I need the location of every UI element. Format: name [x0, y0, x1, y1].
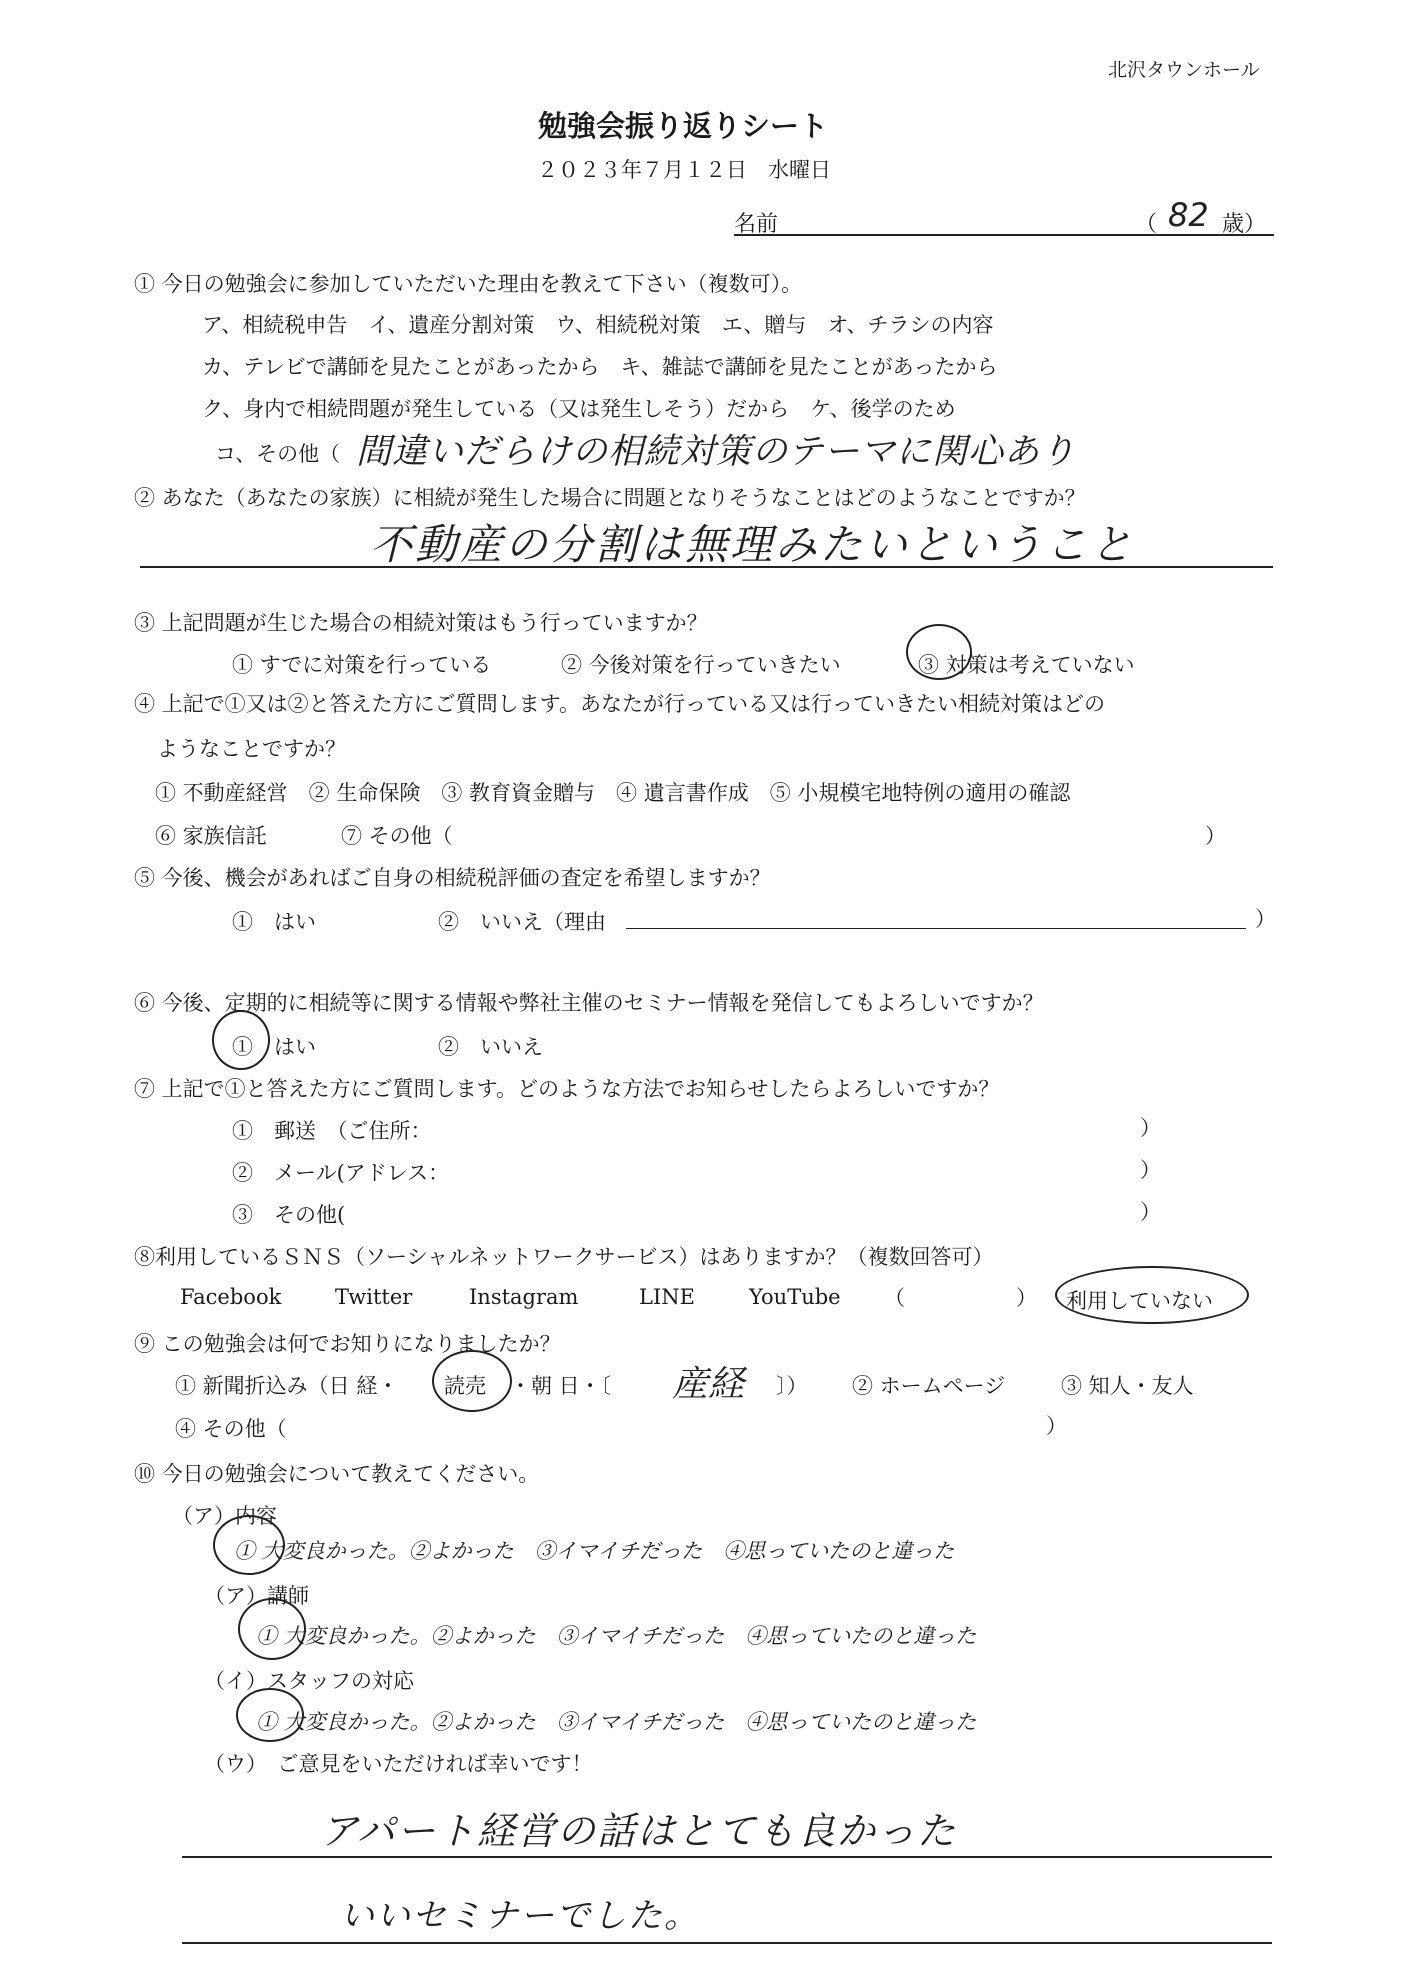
q4-row2-family-trust: ⑥ 家族信託 — [155, 824, 267, 848]
q1-row2: カ、テレビで講師を見たことがあったから キ、雑誌で講師を見たことがあったから — [202, 355, 998, 379]
q9-opt1-b: ・朝 日・〔 — [510, 1374, 612, 1398]
q8-text: ⑧利用しているＳＮＳ（ソーシャルネットワークサービス）はありますか？（複数回答可） — [134, 1245, 994, 1269]
q6-no: ② いいえ — [438, 1035, 543, 1059]
q3-selected-mark — [906, 624, 972, 680]
q10-b-label: （ア）講師 — [204, 1584, 309, 1608]
q5-no: ② いいえ（理由 — [438, 910, 606, 934]
q5-close: ） — [1255, 907, 1276, 931]
q10-c-selected-mark — [236, 1688, 304, 1742]
q9-opt1-a: ① 新聞折込み（日 経・ — [175, 1374, 399, 1398]
q7-opt2-close: ） — [1140, 1158, 1161, 1182]
q7-opt2: ② メール(アドレス： — [232, 1161, 450, 1185]
name-underline — [734, 234, 1274, 236]
q1-row1: ア、相続税申告 イ、遺産分割対策 ウ、相続税対策 エ、贈与 オ、チラシの内容 — [202, 313, 994, 337]
q4-row1: ① 不動産経営 ② 生命保険 ③ 教育資金贈与 ④ 遺言書作成 ⑤ 小規模宅地特例の適用の確認 — [155, 781, 1071, 805]
q1-other-label: コ、その他（ — [215, 442, 341, 466]
q4-text: ④ 上記で①又は②と答えた方にご質問します。あなたが行っている又は行っていきたい相続対策はどの — [134, 692, 1105, 716]
q4-row2-close: ） — [1205, 824, 1226, 848]
q6-text: ⑥ 今後、定期的に相続等に関する情報や弊社主催のセミナー情報を発信してもよろしいですか？ — [134, 991, 1044, 1015]
q9-opt4: ④ その他（ — [175, 1417, 287, 1441]
age-open: （ — [1135, 212, 1158, 237]
q10-a-selected-mark — [213, 1515, 285, 1575]
venue-name: 北沢タウンホール — [1108, 59, 1260, 81]
q9-yomiuri-mark — [432, 1350, 512, 1412]
age-value: 82 — [1168, 196, 1209, 234]
q3-text: ③ 上記問題が生じた場合の相続対策はもう行っていますか？ — [134, 611, 708, 635]
q8-paren-close: ） — [1016, 1286, 1037, 1310]
q1-row3: ク、身内で相続問題が発生している（又は発生しそう）だから ケ、後学のため — [202, 397, 956, 421]
q10-c-scale: ① 大変良かった。②よかった ③イマイチだった ④思っていたのと違った — [256, 1710, 977, 1734]
q6-selected-mark — [212, 1010, 270, 1070]
q10-c-label: （イ）スタッフの対応 — [204, 1669, 414, 1693]
q9-text: ⑨ この勉強会は何でお知りになりましたか？ — [134, 1332, 561, 1356]
q7-opt1: ① 郵送 （ご住所： — [232, 1119, 432, 1143]
q10-comment-line2 — [182, 1942, 1272, 1944]
q9-opt1-answer: 産経 — [672, 1364, 745, 1405]
q9-opt4-close: ） — [1046, 1414, 1067, 1438]
q10-d-label: （ウ） ご意見をいただければ幸いです！ — [204, 1752, 593, 1776]
q7-opt3-close: ） — [1140, 1200, 1161, 1224]
q1-text: ① 今日の勉強会に参加していただいた理由を教えて下さい（複数可）。 — [134, 272, 803, 296]
q10-comment-line1 — [182, 1856, 1272, 1858]
page-title: 勉強会振り返りシート — [538, 109, 829, 143]
q9-opt3: ③ 知人・友人 — [1061, 1374, 1194, 1398]
q10-b-scale: ① 大変良かった。②よかった ③イマイチだった ④思っていたのと違った — [256, 1624, 977, 1648]
q2-text: ② あなた（あなたの家族）に相続が発生した場合に問題となりそうなことはどのようなことですか？ — [134, 486, 1086, 510]
q8-none: 利用していない — [1066, 1289, 1213, 1313]
q9-opt1-close: 〕） — [776, 1374, 808, 1398]
q10-a-scale: ① 大変良かった。②よかった ③イマイチだった ④思っていたのと違った — [234, 1539, 955, 1563]
q6-yes: ① はい — [232, 1035, 316, 1059]
q1-other-answer: 間違いだらけの相続対策のテーマに関心あり — [356, 432, 1077, 472]
q9-opt1-yomiuri: 読売 — [444, 1374, 486, 1398]
q4-text2: ようなことですか？ — [157, 737, 346, 761]
q9-opt2: ② ホームページ — [852, 1374, 1006, 1398]
q10-comment1: アパート経営の話はとても良かった — [320, 1809, 957, 1853]
q10-a-label: （ア）内容 — [172, 1504, 277, 1528]
q8-facebook: Facebook — [180, 1285, 282, 1309]
q5-text: ⑤ 今後、機会があればご自身の相続税評価の査定を希望しますか？ — [134, 866, 771, 890]
q10-b-selected-mark — [238, 1598, 306, 1660]
q7-text: ⑦ 上記で①と答えた方にご質問します。どのような方法でお知らせしたらよろしいですか？ — [134, 1077, 1000, 1101]
name-label: 名前 — [734, 212, 779, 237]
q2-answer-line — [140, 566, 1273, 568]
date-line: ２０２３年７月１２日 水曜日 — [537, 158, 831, 182]
q3-opt3: ③ 対策は考えていない — [918, 653, 1135, 677]
q7-opt3: ③ その他( — [232, 1203, 346, 1227]
q4-row2-other: ⑦ その他（ — [341, 824, 453, 848]
age-suffix: 歳） — [1222, 212, 1267, 237]
q5-reason-line — [626, 928, 1246, 929]
q3-opt1: ① すでに対策を行っている — [232, 653, 492, 677]
q8-paren-open: （ — [884, 1286, 905, 1310]
q5-yes: ① はい — [232, 910, 316, 934]
q10-text: ⑩ 今日の勉強会について教えてください。 — [134, 1462, 540, 1486]
q10-comment2: いいセミナーでした。 — [340, 1896, 700, 1936]
q8-youtube: YouTube — [749, 1285, 841, 1309]
q8-line: LINE — [639, 1285, 695, 1309]
q3-opt2: ② 今後対策を行っていきたい — [561, 653, 841, 677]
q2-answer: 不動産の分割は無理みたいということ — [370, 520, 1136, 569]
q8-selected-mark — [1055, 1266, 1249, 1324]
q8-instagram: Instagram — [469, 1285, 579, 1309]
q8-twitter: Twitter — [335, 1285, 413, 1309]
q7-opt1-close: ） — [1140, 1116, 1161, 1140]
